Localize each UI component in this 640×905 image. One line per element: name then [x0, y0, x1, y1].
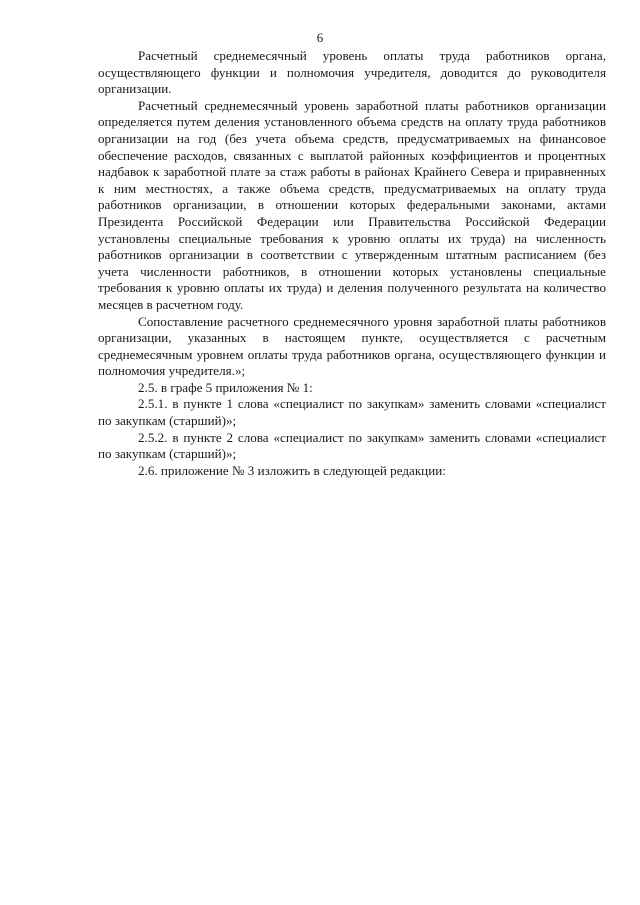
paragraph-salary-level-calculation: Расчетный среднемесячный уровень заработной платы работников организации определяется путем деления установленного объема средств на оплату труда работников организации на год (без учета объема средств, предусматриваемых на финансовое обеспечение расходов, связанных с выплатой районных коэффициентов и процентных надбавок к заработной плате за стаж работы в районах Крайнего Севера и приравненных к ним местностях, а также объема средств, предусматриваемых на оплату труда работников организации, в отношении которых федеральными законами, актами Президента Российской Федерации или Правительства Российской Федерации установлены специальные требования к уровню оплаты их труда) на численность работников организации в соответствии с утвержденным штатным расписанием (без учета численности работников, в отношении которых установлены специальные требования к уровню оплаты их труда) и деления полученного результата на количество месяцев в расчетном году. — [98, 97, 606, 312]
paragraph-item-2-5-1: 2.5.1. в пункте 1 слова «специалист по закупкам» заменить словами «специалист по закупкам (старший)»; — [98, 396, 606, 429]
paragraph-salary-level-communicated: Расчетный среднемесячный уровень оплаты труда работников органа, осуществляющего функции и полномочия учредителя, доводится до руководителя организации. — [98, 48, 606, 97]
document-body — [98, 48, 606, 479]
paragraph-item-2-5-2: 2.5.2. в пункте 2 слова «специалист по закупкам» заменить словами «специалист по закупкам (старший)»; — [98, 429, 606, 462]
paragraph-item-2-6: 2.6. приложение № 3 изложить в следующей редакции: — [138, 462, 446, 478]
page-number: 6 — [316, 30, 324, 45]
paragraph-salary-comparison: Сопоставление расчетного среднемесячного уровня заработной платы работников организации, указанных в настоящем пункте, осуществляется с расчетным среднемесячным уровнем оплаты труда работников органа, осуществляющего функции и полномочия учредителя.»; — [98, 313, 606, 379]
paragraph-item-2-5: 2.5. в графе 5 приложения № 1: — [138, 379, 313, 395]
